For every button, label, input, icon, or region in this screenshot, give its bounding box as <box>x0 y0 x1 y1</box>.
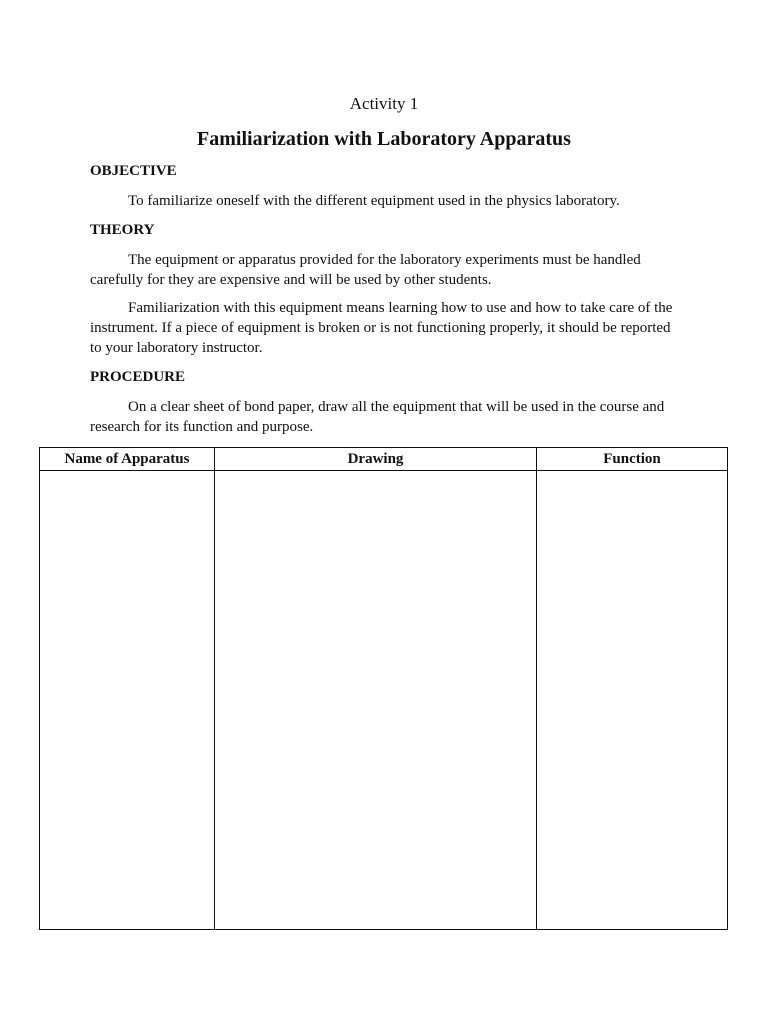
document-title: Familiarization with Laboratory Apparatus <box>197 128 571 150</box>
name-of-apparatus-cell[interactable] <box>40 471 215 930</box>
theory-heading: THEORY <box>90 222 155 238</box>
table-row <box>40 471 728 930</box>
objective-paragraph: To familiarize oneself with the different equipment used in the physics laboratory. <box>128 193 620 209</box>
column-header-function: Function <box>537 448 728 471</box>
procedure-heading: PROCEDURE <box>90 369 186 385</box>
column-header-name-of-apparatus: Name of Apparatus <box>40 448 215 471</box>
table-header-row <box>40 448 728 471</box>
procedure-paragraph: On a clear sheet of bond paper, draw all the equipment that will be used in the course and research for its function and purpose. <box>90 399 665 435</box>
objective-heading: OBJECTIVE <box>90 163 177 179</box>
column-header-drawing: Drawing <box>215 448 537 471</box>
theory-paragraph-2: Familiarization with this equipment means learning how to use and how to take care of the instrument. If a piece of equipment is broken or is not functioning properly, it should be reported to your laboratory instructor. <box>90 300 673 356</box>
theory-paragraph-1: The equipment or apparatus provided for the laboratory experiments must be handled carefully for they are expensive and will be used by other students. <box>90 252 641 288</box>
apparatus-table <box>39 447 728 930</box>
activity-label: Activity 1 <box>349 94 419 113</box>
function-cell[interactable] <box>537 471 728 930</box>
drawing-cell[interactable] <box>215 471 537 930</box>
